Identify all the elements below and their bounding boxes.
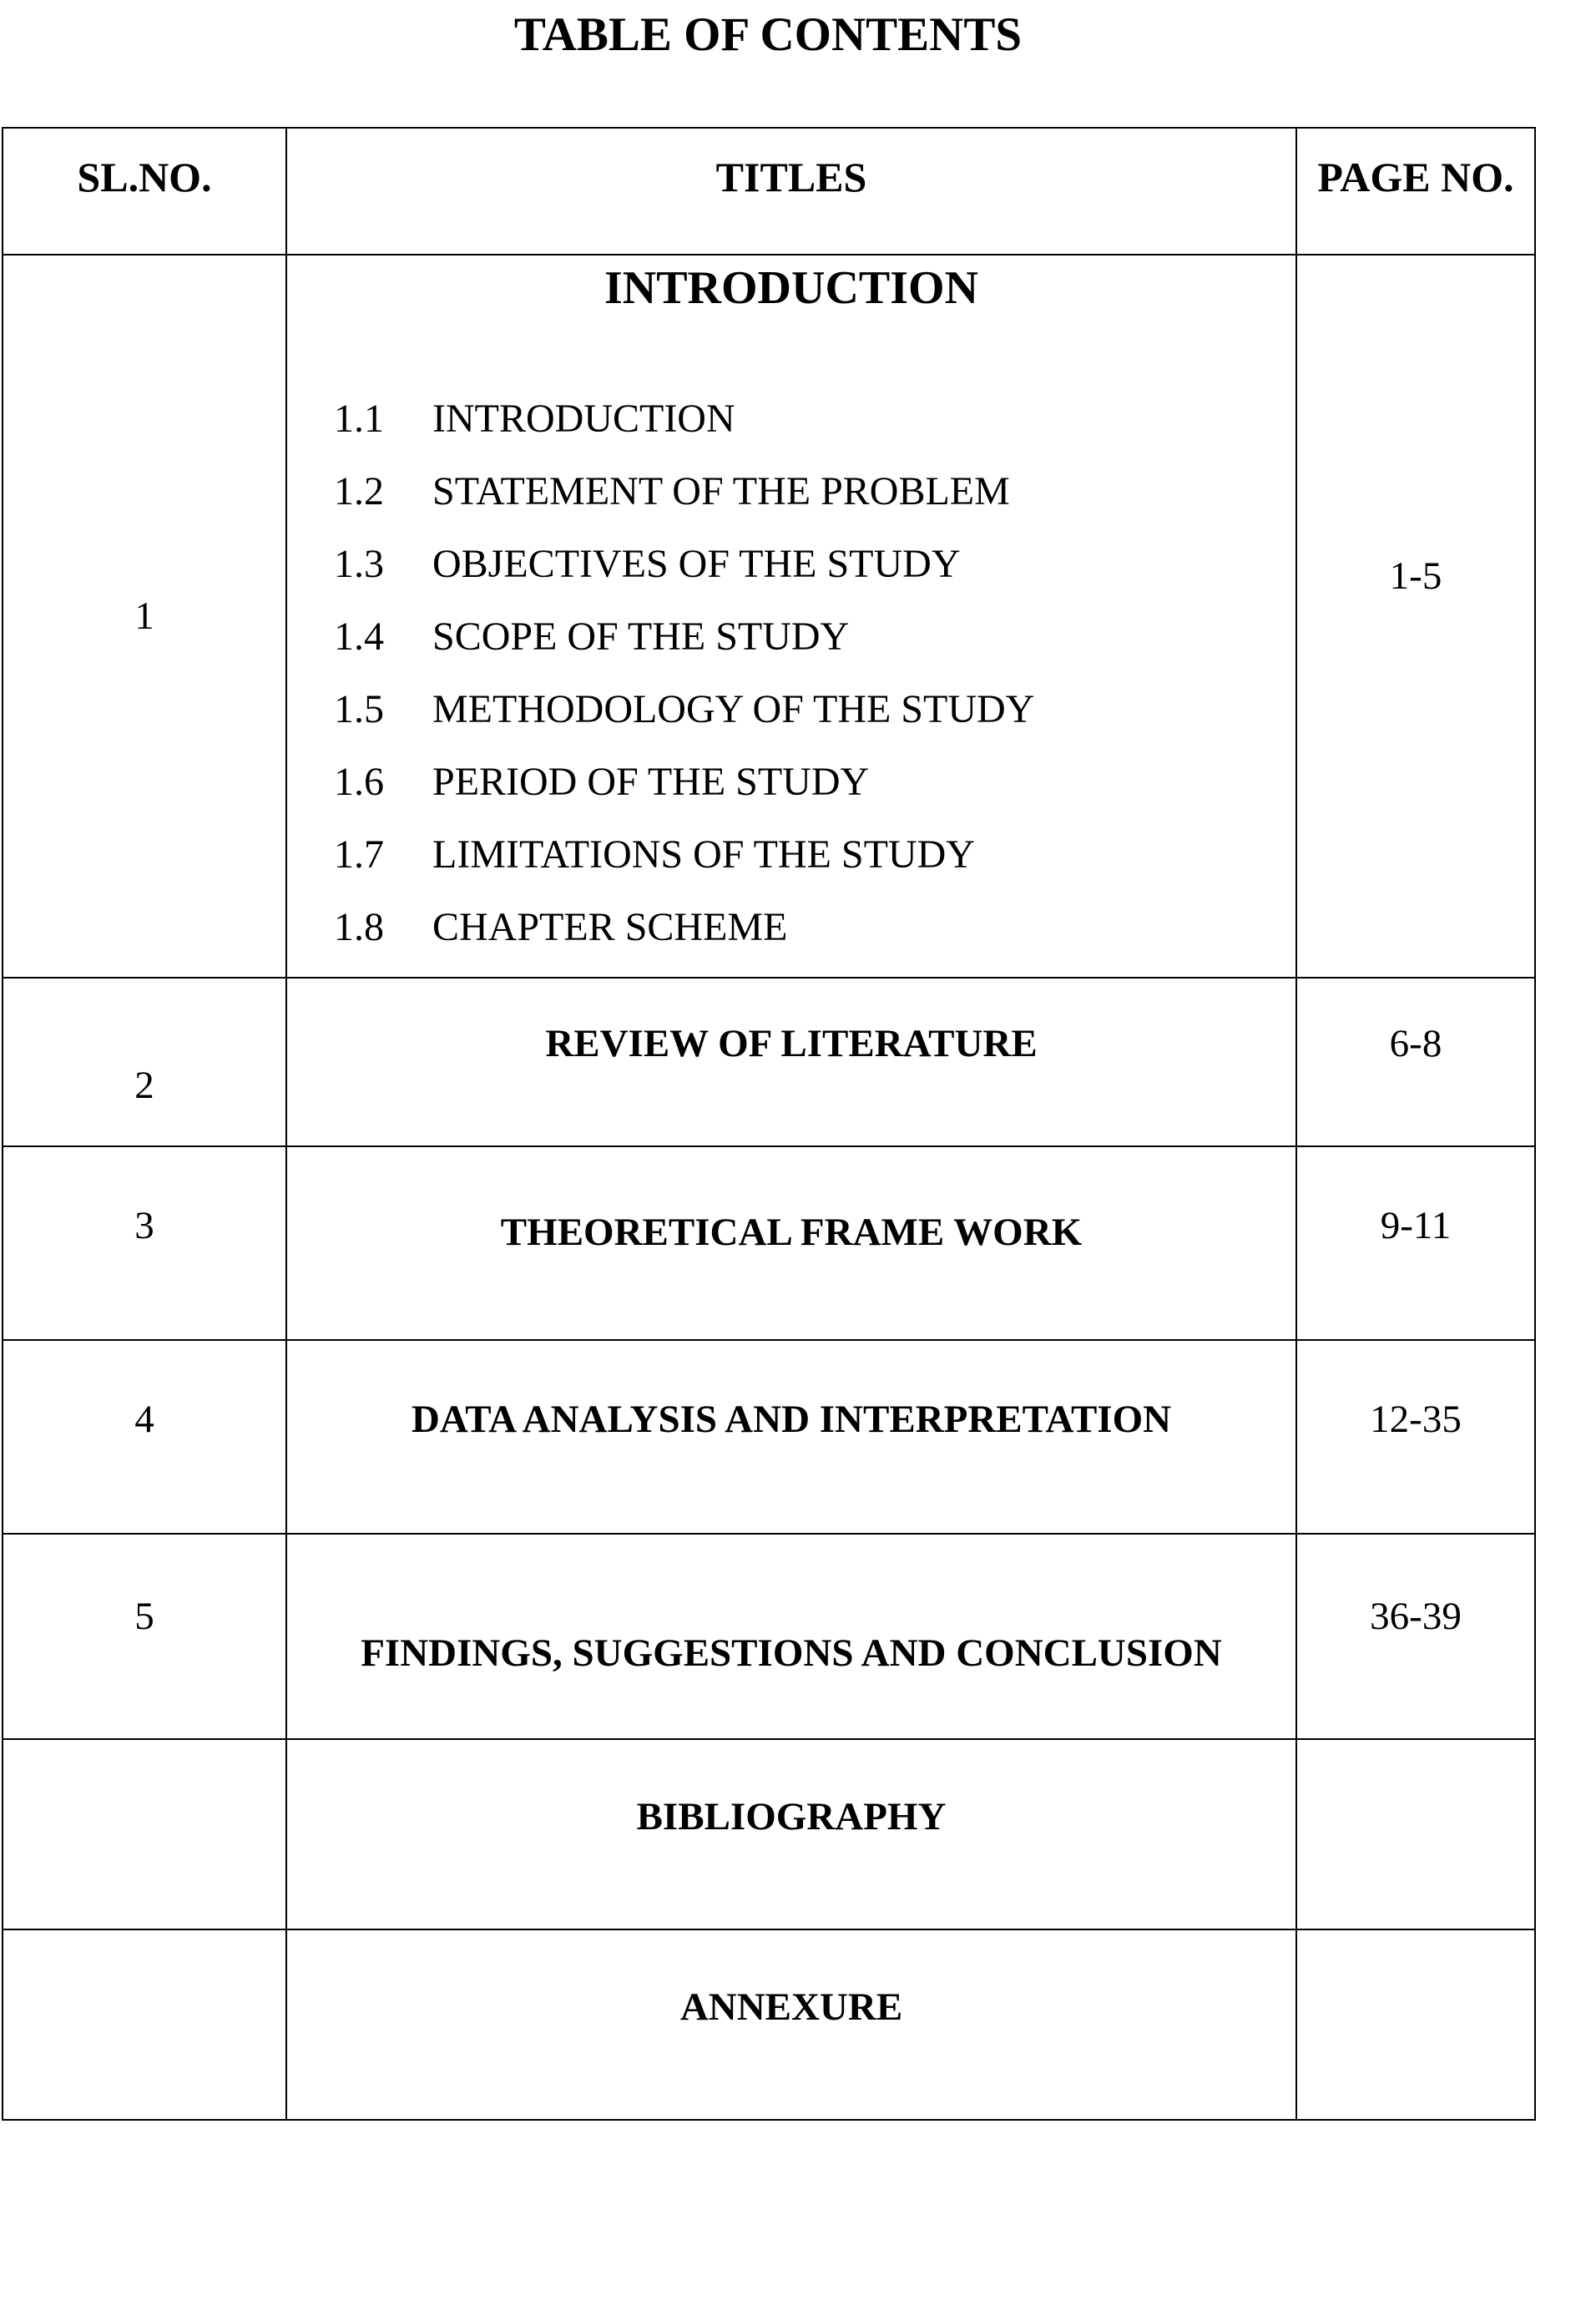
title-cell [286,1739,1296,1929]
subsection-title: LIMITATIONS OF THE STUDY [432,832,975,877]
subsection-number: 1.5 [334,687,384,731]
page-no: 12-35 [1370,1398,1462,1441]
table-row [3,255,1535,978]
list-item [334,541,960,588]
header-sl-no: SL.NO. [77,154,212,200]
sl-no: 1 [134,594,154,638]
list-item [334,832,975,878]
subsection-title: METHODOLOGY OF THE STUDY [432,687,1035,731]
page-no: 9-11 [1380,1204,1452,1247]
sl-no-cell [3,1534,286,1739]
sl-no: 5 [134,1595,154,1638]
subsection-title: STATEMENT OF THE PROBLEM [432,469,1010,513]
title-cell [286,255,1296,978]
subsection-title: INTRODUCTION [432,397,735,441]
sl-no: 3 [134,1204,154,1247]
sl-no: 2 [134,1064,154,1107]
sl-no-cell [3,978,286,1146]
page-no: 36-39 [1370,1595,1462,1638]
sl-no-cell [3,1340,286,1534]
page-no-cell [1296,1146,1535,1340]
table-row [3,1340,1535,1534]
toc-table [2,127,1536,2121]
page-no: 1-5 [1389,554,1442,598]
subsection-title: SCOPE OF THE STUDY [432,614,850,659]
page-no: 6-8 [1389,1022,1442,1065]
title-cell [286,1146,1296,1340]
page-title: TABLE OF CONTENTS [513,8,1023,61]
page-no-cell [1296,255,1535,978]
subsection-number: 1.7 [334,832,384,877]
subsection-title: OBJECTIVES OF THE STUDY [432,542,961,586]
list-item [334,396,735,442]
chapter-title: DATA ANALYSIS AND INTERPRETATION [411,1398,1172,1441]
page-no-cell [1296,1534,1535,1739]
table-row [3,1929,1535,2120]
chapter-title: ANNEXURE [679,1985,903,2029]
chapter-title: BIBLIOGRAPHY [636,1795,947,1838]
page-no-cell [1296,1340,1535,1534]
chapter-title: INTRODUCTION [604,262,979,314]
header-sl-no-cell [3,128,286,255]
subsection-number: 1.6 [334,760,384,804]
chapter-title: THEORETICAL FRAME WORK [500,1211,1083,1254]
header-page-no-cell [1296,128,1535,255]
subsection-title: CHAPTER SCHEME [432,905,788,949]
sl-no-cell [3,1929,286,2120]
header-titles-cell [286,128,1296,255]
subsection-title: PERIOD OF THE STUDY [432,760,870,804]
sl-no-cell [3,1146,286,1340]
chapter-title: FINDINGS, SUGGESTIONS AND CONCLUSION [361,1631,1222,1675]
sl-no-cell [3,1739,286,1929]
title-cell [286,978,1296,1146]
list-item [334,468,1010,515]
page-no-cell [1296,978,1535,1146]
table-row [3,1146,1535,1340]
page-no-cell [1296,1929,1535,2120]
toc-header-row [3,128,1535,255]
sl-no: 4 [134,1398,154,1441]
chapter-title: REVIEW OF LITERATURE [545,1022,1038,1065]
title-cell [286,1929,1296,2120]
table-row [3,1739,1535,1929]
header-page-no: PAGE NO. [1317,154,1514,200]
subsection-number: 1.1 [334,397,384,441]
title-cell [286,1340,1296,1534]
subsection-number: 1.2 [334,469,384,513]
subsection-number: 1.3 [334,542,384,586]
list-item [334,759,869,806]
list-item [334,904,787,951]
table-row [3,978,1535,1146]
header-titles: TITLES [715,154,867,200]
sl-no-cell [3,255,286,978]
list-item [334,614,849,660]
subsection-number: 1.4 [334,614,384,659]
page-no-cell [1296,1739,1535,1929]
subsection-number: 1.8 [334,905,384,949]
title-cell [286,1534,1296,1739]
table-row [3,1534,1535,1739]
list-item [334,686,1034,733]
